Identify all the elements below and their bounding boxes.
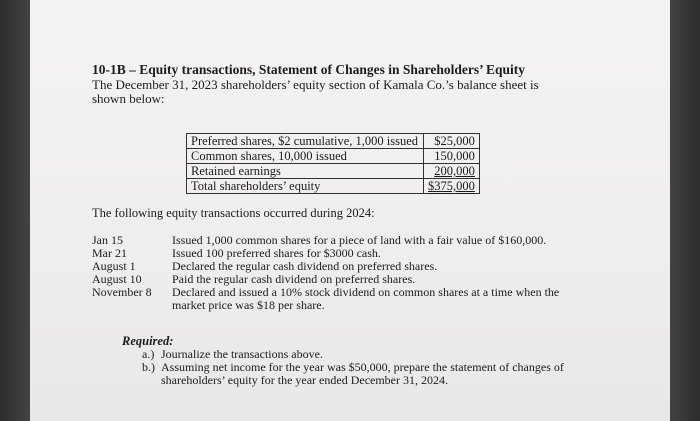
row-label: Common shares, 10,000 issued <box>187 149 424 164</box>
transaction-text: Issued 1,000 common shares for a piece of land with a fair value of $160,000. <box>172 233 547 247</box>
transaction-date: August 1 <box>92 259 136 273</box>
intro-paragraph: The December 31, 2023 shareholders’ equity section of Kamala Co.’s balance sheet is shown below: <box>92 77 539 106</box>
transactions-intro: The following equity transactions occurred during 2024: <box>92 206 375 220</box>
transaction-date: August 10 <box>92 272 142 286</box>
row-amount: $25,000 <box>424 134 480 149</box>
row-amount: 200,000 <box>424 164 480 179</box>
transaction-list <box>92 234 572 312</box>
transaction-text: Declared the regular cash dividend on preferred shares. <box>172 259 438 273</box>
row-amount: 150,000 <box>424 149 480 164</box>
transaction-date: Mar 21 <box>92 246 127 260</box>
table-row <box>187 149 480 164</box>
table-row <box>187 164 480 179</box>
list-item <box>142 361 581 387</box>
item-marker: b.) <box>142 360 155 374</box>
list-item <box>92 286 572 312</box>
transaction-text: Declared and issued a 10% stock dividend on common shares at a time when the market price was $18 per share. <box>172 285 560 312</box>
item-text: Assuming net income for the year was $50,000, prepare the statement of changes of shareholders’ equity for the year ended December 31, 2024. <box>161 360 564 387</box>
equity-table <box>186 133 480 194</box>
transaction-date: Jan 15 <box>92 233 123 247</box>
row-label: Retained earnings <box>187 164 424 179</box>
transaction-text: Issued 100 preferred shares for $3000 cash. <box>172 246 381 260</box>
item-text: Journalize the transactions above. <box>161 347 323 361</box>
problem-title: 10-1B – Equity transactions, Statement of Changes in Shareholders’ Equity <box>92 62 526 77</box>
row-amount: $375,000 <box>424 179 480 194</box>
item-marker: a.) <box>142 347 155 361</box>
transaction-text: Paid the regular cash dividend on preferred shares. <box>172 272 416 286</box>
table-row <box>187 134 480 149</box>
row-label: Total shareholders’ equity <box>187 179 424 194</box>
row-label: Preferred shares, $2 cumulative, 1,000 issued <box>187 134 424 149</box>
required-list <box>142 348 581 387</box>
transaction-date: November 8 <box>92 285 152 299</box>
required-heading: Required: <box>122 334 174 348</box>
table-row <box>187 179 480 194</box>
